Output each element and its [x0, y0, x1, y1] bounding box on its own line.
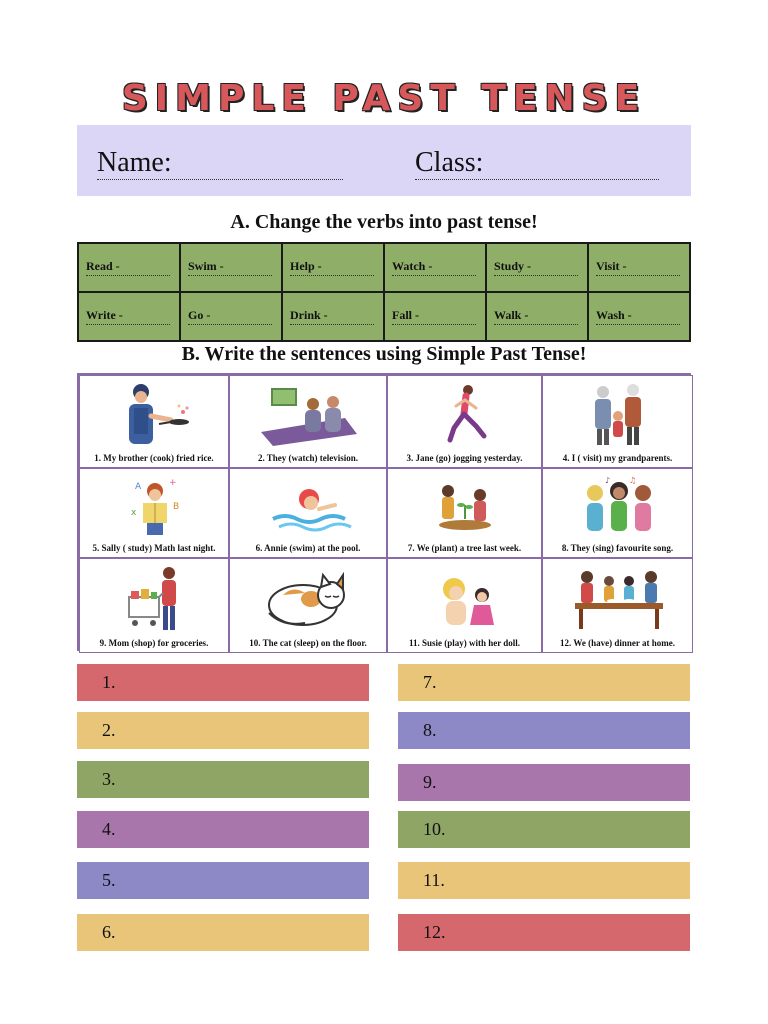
answer-field[interactable]: 6. [77, 914, 369, 951]
sentence-caption: 12. We (have) dinner at home. [560, 638, 675, 648]
answer-field[interactable]: 8. [398, 712, 690, 749]
answer-field[interactable]: 3. [77, 761, 369, 798]
sentence-caption: 7. We (plant) a tree last week. [407, 543, 522, 553]
verb-cell[interactable] [282, 292, 384, 341]
svg-text:x: x [131, 508, 137, 518]
class-label: Class: [415, 147, 484, 178]
verb-cell[interactable] [78, 243, 180, 292]
verb-cell[interactable] [588, 292, 690, 341]
svg-text:A: A [135, 482, 142, 492]
dinner-icon [563, 565, 673, 637]
answer-field[interactable]: 1. [77, 664, 369, 701]
answer-field[interactable]: 12. [398, 914, 690, 951]
sentence-caption: 2. They (watch) television. [257, 453, 359, 463]
verb-label: Go - [188, 308, 272, 325]
answer-field[interactable]: 9. [398, 764, 690, 801]
jogging-icon [410, 382, 520, 448]
verb-label: Visit - [596, 259, 680, 276]
watching-tv-icon [253, 382, 363, 448]
verb-label: Watch - [392, 259, 476, 276]
class-field[interactable] [415, 179, 659, 180]
picture-cell [229, 375, 387, 468]
sleeping-cat-icon [253, 565, 363, 637]
answer-field[interactable]: 4. [77, 811, 369, 848]
sentence-caption: 1. My brother (cook) fried rice. [94, 453, 214, 463]
swimming-icon [253, 475, 363, 541]
sentence-caption: 10. The cat (sleep) on the floor. [249, 638, 367, 648]
sentence-caption: 4. I ( visit) my grandparents. [562, 453, 673, 463]
answer-field[interactable]: 5. [77, 862, 369, 899]
sentence-caption: 11. Susie (play) with her doll. [408, 638, 521, 648]
section-a-heading: A. Change the verbs into past tense! [230, 211, 538, 233]
verb-label: Help - [290, 259, 374, 276]
worksheet-title: SIMPLE PAST TENSE [121, 78, 647, 119]
answer-field[interactable]: 7. [398, 664, 690, 701]
verb-label: Write - [86, 308, 170, 325]
picture-cell [229, 558, 387, 653]
picture-cell [387, 375, 542, 468]
name-field[interactable] [97, 179, 343, 180]
answer-field[interactable]: 11. [398, 862, 690, 899]
sentence-caption: 8. They (sing) favourite song. [561, 543, 674, 553]
svg-text:B: B [173, 502, 180, 512]
verb-cell[interactable] [384, 292, 486, 341]
verb-label: Drink - [290, 308, 374, 325]
verb-label: Wash - [596, 308, 680, 325]
studying-icon [99, 475, 209, 541]
picture-cell [542, 375, 693, 468]
verb-label: Study - [494, 259, 578, 276]
sentence-caption: 3. Jane (go) jogging yesterday. [406, 453, 523, 463]
picture-grid [77, 373, 691, 651]
sentence-caption: 9. Mom (shop) for groceries. [99, 638, 209, 648]
verb-cell[interactable] [588, 243, 690, 292]
planting-icon [410, 475, 520, 541]
grandparents-icon [563, 382, 673, 448]
picture-cell [79, 468, 229, 558]
picture-cell [387, 468, 542, 558]
answer-field[interactable]: 2. [77, 712, 369, 749]
picture-cell [542, 468, 693, 558]
shopping-icon [99, 565, 209, 637]
cooking-icon [99, 382, 209, 448]
svg-text:♫: ♫ [628, 476, 636, 485]
picture-cell [387, 558, 542, 653]
verb-cell[interactable] [180, 243, 282, 292]
verb-label: Walk - [494, 308, 578, 325]
sentence-caption: 6. Annie (swim) at the pool. [255, 543, 361, 553]
name-class-box [77, 125, 691, 196]
svg-text:+: + [169, 478, 177, 488]
picture-cell [79, 375, 229, 468]
picture-cell [542, 558, 693, 653]
verb-table [77, 242, 691, 342]
sentence-caption: 5. Sally ( study) Math last night. [92, 543, 216, 553]
picture-cell [229, 468, 387, 558]
verb-label: Swim - [188, 259, 272, 276]
doll-play-icon [410, 565, 520, 637]
answer-field[interactable]: 10. [398, 811, 690, 848]
verb-cell[interactable] [486, 243, 588, 292]
verb-cell[interactable] [78, 292, 180, 341]
verb-label: Fall - [392, 308, 476, 325]
verb-cell[interactable] [486, 292, 588, 341]
verb-label: Read - [86, 259, 170, 276]
section-b-heading: B. Write the sentences using Simple Past Tense! [181, 343, 587, 365]
verb-cell[interactable] [282, 243, 384, 292]
verb-cell[interactable] [180, 292, 282, 341]
verb-cell[interactable] [384, 243, 486, 292]
picture-cell [79, 558, 229, 653]
singing-icon [563, 475, 673, 541]
svg-text:♪: ♪ [604, 476, 610, 485]
name-label: Name: [97, 147, 172, 178]
